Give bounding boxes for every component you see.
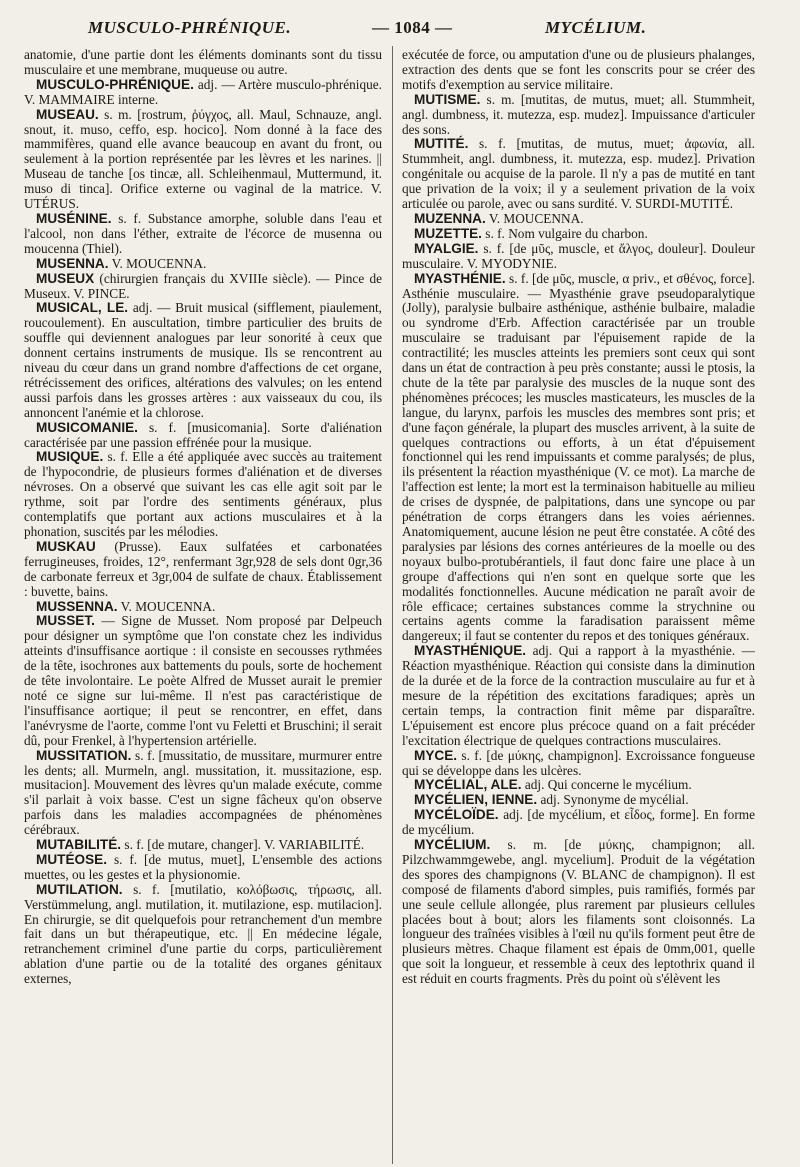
left-column <box>24 48 382 1163</box>
entry-text: s. f. [de μῦς, muscle, et ἄλγος, douleur]. Douleur musculaire. V. MYODYNIE. <box>402 240 755 271</box>
dictionary-entry <box>402 48 755 93</box>
entry-text: adj. — Artère musculo-phrénique. V. MAMMAIRE interne. <box>24 76 382 107</box>
entry-text: V. MOUCENNA. <box>111 255 207 271</box>
entry-headword: MYCÉLOÏDE. <box>414 807 499 823</box>
running-head-left: MUSCULO-PHRÉNIQUE. <box>88 18 292 37</box>
dictionary-entry <box>24 421 382 451</box>
entry-text: exécutée de force, ou amputation d'une ou de plusieurs phalanges, extraction des dents que se font les conscrits pour se créer des motifs d'exemption au service militaire. <box>402 48 755 92</box>
entry-text: (chirurgien français du XVIIIe siècle). — Pince de Museux. V. PINCE. <box>24 270 382 301</box>
entry-text: s. f. Substance amorphe, soluble dans l'eau et l'alcool, non dans l'éther, extraite de l'écorce de musenna ou moucenna (Thiel). <box>24 210 382 256</box>
entry-text: s. m. [rostrum, ῥύγχος, all. Maul, Schnauze, angl. snout, it. muso, ceffo, esp. hocico]. Nom donné à la face des mammifères, quand elle avance beaucoup en avant du front, ou seulement à la portion représentée par les lèvres et les narines. || Museau de tanche [os tincæ, all. Schleihenmaul, Muttermund, it. muso di tinca]. Orifice externe ou vaginal de la matrice. V. UTÉRUS. <box>24 106 382 212</box>
entry-text: s. f. [mutilatio, κολόβωσις, τήρωσις, all. Verstümmelung, angl. mutilation, it. mutilazione, esp. mutilacion]. En chirurgie, se dit quelquefois pour retranchement d'un membre fait dans un but thérapeutique, etc. || En médecine légale, retranchement criminel d'une partie du corps, particulièrement ablation d'une partie ou de la totalité des organes génitaux externes, <box>24 881 382 987</box>
entry-text: adj. Qui a rapport à la myasthénie. — Réaction myasthénique. Réaction qui consiste dans la diminution de la durée et de la force de la contraction musculaire au fur et à mesure de la répétition des excitations faradiques; après un certain temps, la contraction finit même par disparaître. L'épuisement est encore plus précoce quand on a fait précéder l'excitation électrique de quelques contractions musculaires. <box>402 643 755 748</box>
dictionary-entry <box>402 272 755 645</box>
entry-text: s. f. [de μῦς, muscle, α priv., et σθένος, force]. Asthénie musculaire. — Myasthénie grave pseudoparalytique (Jolly), paralysie bulbaire asthénique, asthénie bulbaire, maladie ou syndrome d'Erb. Affection caractérisée par un trouble musculaire se traduisant par l'épuisement rapide de la contractilité; les muscles atteints les premiers sont ceux qui sont dans un état de contraction à peu près constante; aussi le ptosis, la chute de la tête par paralysie des muscles de la nuque sont des phénomènes précoces; les muscles masticateurs, les muscles de la langue, du larynx, parfois les muscles des membres sont pris; et d'une façon générale, la plupart des muscles arrivent, à la suite de quelques contractions ou efforts, à un état d'épuisement fonctionnel qui les rend impuissants et comme paralysés; de plus, ils présentent la réaction myasthénique (V. ce mot). La marche de l'affection est lente; la mort est la terminaison habituelle au milieu de crises de dyspnée, de palpitations, dans une syncope ou par pénétration de corps étrangers dans les voies aériennes. Anatomiquement, aucune lésion ne peut être constatée. A côté des paralysies par lésions des cornes antérieures de la moelle ou des noyaux bulbo-protubérantiels, il faut donc faire une place à un groupe d'affections qui n'en sont en quelque sorte que les modalités fonctionnelles. Aucune médication ne paraît avoir de rôle efficace; certaines substances comme la strychnine ou certains agents comme la faradisation paraissent même dangereux; il faut se contenter du repos et des toniques généraux. <box>402 270 755 644</box>
dictionary-entry <box>24 614 382 748</box>
dictionary-entry <box>24 108 382 212</box>
entry-text: s. f. [de mutus, muet], L'ensemble des actions muettes, ou les gestes et la physionomie. <box>24 851 382 882</box>
entry-text: s. f. [mussitatio, de mussitare, murmurer entre les dents; all. Murmeln, angl. mussitation, it. mussitazione, esp. musitacion]. Mouvement des lèvres qu'un malade exécute, comme s'il parlait à voix basse. C'est un signe fâcheux qu'on observe parfois dans les maladies accompagnées de phénomènes cérébraux. <box>24 747 382 838</box>
entry-text: adj. — Bruit musical (sifflement, piaulement, roucoulement). En auscultation, timbre particulier des bruits de souffle qui deviennent analogues par leur sonorité à ceux que donnent certains instruments de musique. Ils se rencontrent au niveau du cœur dans un grand nombre d'affections de cet organe, rétrécissement des orifices, altérations des valvules; on les entend aussi parfois dans les grosses artères : aux vaisseaux du cou, ils annoncent l'anémie et la chlorose. <box>24 300 382 420</box>
dictionary-entry <box>402 838 755 987</box>
dictionary-entry <box>24 838 382 853</box>
entry-headword: MYCÉLIEN, IENNE. <box>414 792 538 808</box>
entry-headword: MUSEUX <box>36 270 95 286</box>
dictionary-entry <box>402 793 755 808</box>
entry-text: s. f. Nom vulgaire du charbon. <box>485 225 648 241</box>
entry-headword: MUTITÉ. <box>414 136 469 152</box>
entry-headword: MUSKAU <box>36 538 96 554</box>
column-divider <box>392 46 393 1164</box>
page-number: — 1084 — <box>372 18 453 37</box>
entry-text: V. MOUCENNA. <box>488 210 584 226</box>
entry-headword: MYASTHÉNIQUE. <box>414 643 527 659</box>
dictionary-entry <box>402 93 755 138</box>
entry-headword: MUSCULO-PHRÉNIQUE. <box>36 76 194 92</box>
dictionary-entry <box>24 450 382 539</box>
entry-text: adj. Qui concerne le mycélium. <box>524 777 692 793</box>
entry-headword: MUSEAU. <box>36 106 99 122</box>
dictionary-entry <box>24 540 382 600</box>
dictionary-entry <box>24 301 382 420</box>
dictionary-entry <box>402 644 755 748</box>
entry-headword: MYASTHÉNIE. <box>414 270 506 286</box>
entry-text: (Prusse). Eaux sulfatées et carbonatées ferrugineuses, froides, 12°, renfermant 3gr,928 de sels dont 0gr,36 de carbonate ferreux et 3gr,004 de sulfate de chaux. Établissement : buvette, bains. <box>24 538 382 599</box>
entry-headword: MUTISME. <box>414 91 481 107</box>
dictionary-entry <box>24 48 382 78</box>
entry-headword: MYALGIE. <box>414 240 479 256</box>
entry-text: s. f. [musicomania]. Sorte d'aliénation caractérisée par une passion effrénée pour la musique. <box>24 419 382 450</box>
entry-headword: MUSSITATION. <box>36 747 132 763</box>
entry-headword: MYCÉLIUM. <box>414 837 491 853</box>
entry-text: s. m. [de μύκης, champignon; all. Pilzchwammgewebe, angl. mycelium]. Produit de la végétation des spores des champignons (V. BLANC de champignon). Il est composé de filaments d'abord simples, puis ramifiés, formés par une seule cellule allongée, plus rarement par plusieurs cellules placées bout à bout; alors les filaments sont cloisonnés. La longueur des traînées visibles à l'œil nu qu'ils forment peut être de plusieurs mètres. Chaque filament est épais de 0mm,001, quelle que soit la longueur, et ressemble à ceux des leptothrix quand il est réduit en courts fragments. Près du point où s'élèvent les <box>402 837 755 987</box>
entry-headword: MUSSENNA. <box>36 598 118 614</box>
entry-headword: MYCE. <box>414 747 458 763</box>
entry-text: — Signe de Musset. Nom proposé par Delpeuch pour désigner un symptôme que l'on constate chez les individus atteints d'insuffisance aortique : il consiste en secousses rythmées de la tête, isochrones aux battements du pouls, sorte de hochement de tête involontaire. Le poète Alfred de Musset aurait le premier noté ce signe sur lui-même. Il n'est pas caractéristique de l'insuffisance aortique; il peut se rencontrer, en effet, dans l'anévrysme de l'aorte, comme l'ont vu Feletti et Bruschini; il serait dû, pour Frenkel, à l'hypertension artérielle. <box>24 613 382 748</box>
entry-headword: MUSÉNINE. <box>36 210 112 226</box>
entry-text: adj. Synonyme de mycélial. <box>540 792 689 808</box>
dictionary-entry <box>24 272 382 302</box>
dictionary-entry <box>24 749 382 838</box>
dictionary-entry <box>24 853 382 883</box>
entry-headword: MUSICAL, LE. <box>36 300 129 316</box>
dictionary-entry <box>402 242 755 272</box>
running-head-right: MYCÉLIUM. <box>545 18 647 37</box>
dictionary-entry <box>402 808 755 838</box>
entry-text: s. f. [de mutare, changer]. V. VARIABILITÉ. <box>124 837 365 853</box>
entry-headword: MUTABILITÉ. <box>36 837 122 853</box>
dictionary-entry <box>24 600 382 615</box>
page-header <box>0 18 800 42</box>
dictionary-entry <box>24 78 382 108</box>
entry-headword: MUSIQUE. <box>36 449 104 465</box>
entry-headword: MYCÉLIAL, ALE. <box>414 777 522 793</box>
entry-text: s. f. Elle a été appliquée avec succès au traitement de l'hypocondrie, de plusieurs formes d'aliénation et de diverses névroses. On a observé que suivant les cas elle agit soit par le rythme, soit par l'ordre des sentiments généraux, plus contemplatifs que portant aux actions musculaires et à la phonation, suscités par les mélodies. <box>24 449 382 539</box>
entry-headword: MUSENNA. <box>36 255 109 271</box>
entry-text: anatomie, d'une partie dont les éléments dominants sont du tissu musculaire et une membrane, muqueuse ou autre. <box>24 48 382 77</box>
dictionary-entry <box>402 778 755 793</box>
entry-headword: MUTILATION. <box>36 881 123 897</box>
entry-headword: MUSICOMANIE. <box>36 419 138 435</box>
entry-headword: MUZETTE. <box>414 225 482 241</box>
dictionary-entry <box>24 212 382 257</box>
dictionary-entry <box>24 883 382 987</box>
dictionary-entry <box>402 749 755 779</box>
dictionary-entry <box>402 227 755 242</box>
dictionary-entry <box>402 137 755 212</box>
entry-text: adj. [de mycélium, et εἶδος, forme]. En forme de mycélium. <box>402 807 755 838</box>
entry-text: s. f. [de μύκης, champignon]. Excroissance fongueuse qui se développe dans les ulcères. <box>402 747 755 778</box>
entry-text: s. m. [mutitas, de mutus, muet; all. Stummheit, angl. dumbness, it. mutezza, esp. mudez]. Impuissance d'articuler des sons. <box>402 91 755 137</box>
dictionary-entry <box>24 257 382 272</box>
entry-headword: MUTÉOSE. <box>36 851 107 867</box>
right-column <box>402 48 755 1163</box>
entry-text: s. f. [mutitas, de mutus, muet; ἀφωνία, all. Stummheit, angl. dumbness, it. mutezza, esp. mudez]. Privation congénitale ou acquise de la parole. Il n'y a pas de mutité en tant que privation de la voix; il y a seulement privation de la voix articulée ou parole, avec ou sans surdité. V. SURDI-MUTITÉ. <box>402 136 755 212</box>
entry-headword: MUSSET. <box>36 613 95 629</box>
dictionary-entry <box>402 212 755 227</box>
entry-headword: MUZENNA. <box>414 210 486 226</box>
entry-text: V. MOUCENNA. <box>120 598 216 614</box>
